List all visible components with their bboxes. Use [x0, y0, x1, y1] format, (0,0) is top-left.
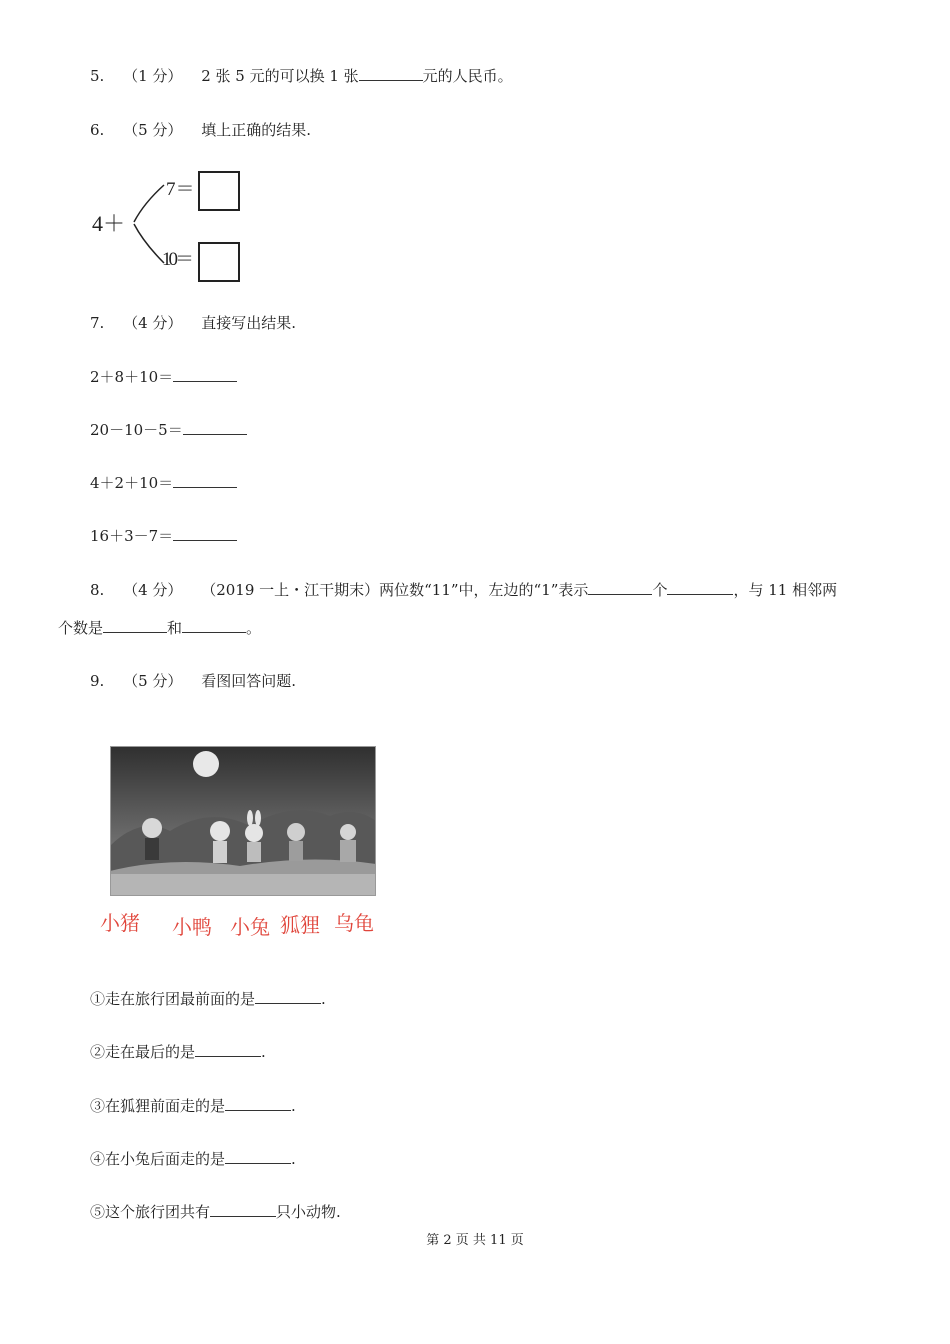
sub-question-text: 只小动物. [276, 1203, 341, 1221]
answer-blank[interactable] [103, 618, 167, 633]
answer-blank[interactable] [667, 580, 733, 595]
question-number: 7. [90, 314, 105, 332]
moon-icon [193, 751, 219, 777]
branch-line-top [134, 185, 164, 222]
addition-branch-diagram [88, 165, 248, 290]
question-8 [90, 580, 837, 600]
answer-blank[interactable] [255, 989, 321, 1004]
calc-expression: 4＋2＋10＝ [90, 474, 174, 492]
animal-label: 乌龟 [334, 911, 374, 935]
question-7 [90, 313, 296, 333]
sub-question-text: . [321, 990, 326, 1008]
answer-box-bottom[interactable] [199, 243, 239, 281]
sub-question-text: . [291, 1150, 296, 1168]
question-number: 5. [90, 67, 105, 85]
calc-item [90, 420, 247, 440]
sub-question-text: ②走在最后的是 [90, 1043, 196, 1061]
question-9 [90, 671, 296, 691]
question-score: （5 分） [123, 121, 183, 139]
calc-expression: 16＋3－7＝ [90, 527, 174, 545]
question-text: 2 张 5 元的可以换 1 张 [201, 67, 359, 85]
sub-question-text: ⑤这个旅行团共有 [90, 1203, 211, 1221]
question-number: 6. [90, 121, 105, 139]
answer-blank[interactable] [359, 66, 423, 81]
question-text: ，与 11 相邻两 [733, 581, 838, 599]
question-text: 个 [652, 581, 668, 599]
answer-blank[interactable] [183, 420, 247, 435]
animal-label: 小兔 [230, 915, 270, 939]
question-text: （2019 一上・江干期末）两位数“11”中，左边的“1”表示 [201, 581, 589, 599]
sub-question-text: ①走在旅行团最前面的是 [90, 990, 256, 1008]
calc-item [90, 526, 237, 546]
sub-question [90, 989, 326, 1009]
answer-blank[interactable] [173, 526, 237, 541]
question-text: 和 [167, 619, 183, 637]
branch-line-bottom [134, 224, 164, 263]
answer-blank[interactable] [182, 618, 246, 633]
question-8-continued [58, 618, 261, 638]
sub-question-text: . [261, 1043, 266, 1061]
answer-blank[interactable] [195, 1042, 261, 1057]
answer-blank[interactable] [225, 1096, 291, 1111]
answer-blank[interactable] [225, 1149, 291, 1164]
diagram-left-expression: 4＋ [92, 211, 126, 236]
question-score: （4 分） [123, 314, 183, 332]
sub-question [90, 1042, 266, 1062]
answer-blank[interactable] [173, 367, 237, 382]
animal-labels [100, 905, 390, 939]
question-text: 。 [246, 619, 262, 637]
question-5 [90, 66, 513, 86]
sub-question-text: ③在狐狸前面走的是 [90, 1097, 226, 1115]
question-text: 填上正确的结果. [201, 121, 311, 139]
diagram-bottom-expression: 10＝ [162, 249, 192, 270]
question-text: 个数是 [58, 619, 104, 637]
question-score: （4 分） [123, 581, 183, 599]
sub-question-text: . [291, 1097, 296, 1115]
animal-label: 狐狸 [280, 913, 320, 937]
answer-box-top[interactable] [199, 172, 239, 210]
question-score: （1 分） [123, 67, 183, 85]
question-score: （5 分） [123, 672, 183, 690]
answer-blank[interactable] [588, 580, 652, 595]
question-text: 看图回答问题. [201, 672, 296, 690]
question-number: 9. [90, 672, 105, 690]
animal-label: 小猪 [100, 911, 140, 935]
sub-question-text: ④在小兔后面走的是 [90, 1150, 226, 1168]
sub-question [90, 1149, 296, 1169]
answer-blank[interactable] [210, 1202, 276, 1217]
question-number: 8. [90, 581, 105, 599]
question-6 [90, 120, 311, 140]
sub-question [90, 1096, 296, 1116]
animal-parade-picture [110, 746, 376, 896]
calc-expression: 20－10－5＝ [90, 421, 183, 439]
question-text: 元的人民币。 [422, 67, 513, 85]
question-text: 直接写出结果. [201, 314, 296, 332]
calc-item [90, 367, 237, 387]
page-footer: 第 2 页 共 11 页 [426, 1233, 524, 1248]
sub-question [90, 1202, 341, 1222]
calc-item [90, 473, 237, 493]
diagram-top-expression: 7＝ [166, 179, 195, 200]
animal-label: 小鸭 [172, 915, 212, 939]
calc-expression: 2＋8＋10＝ [90, 368, 174, 386]
answer-blank[interactable] [173, 473, 237, 488]
